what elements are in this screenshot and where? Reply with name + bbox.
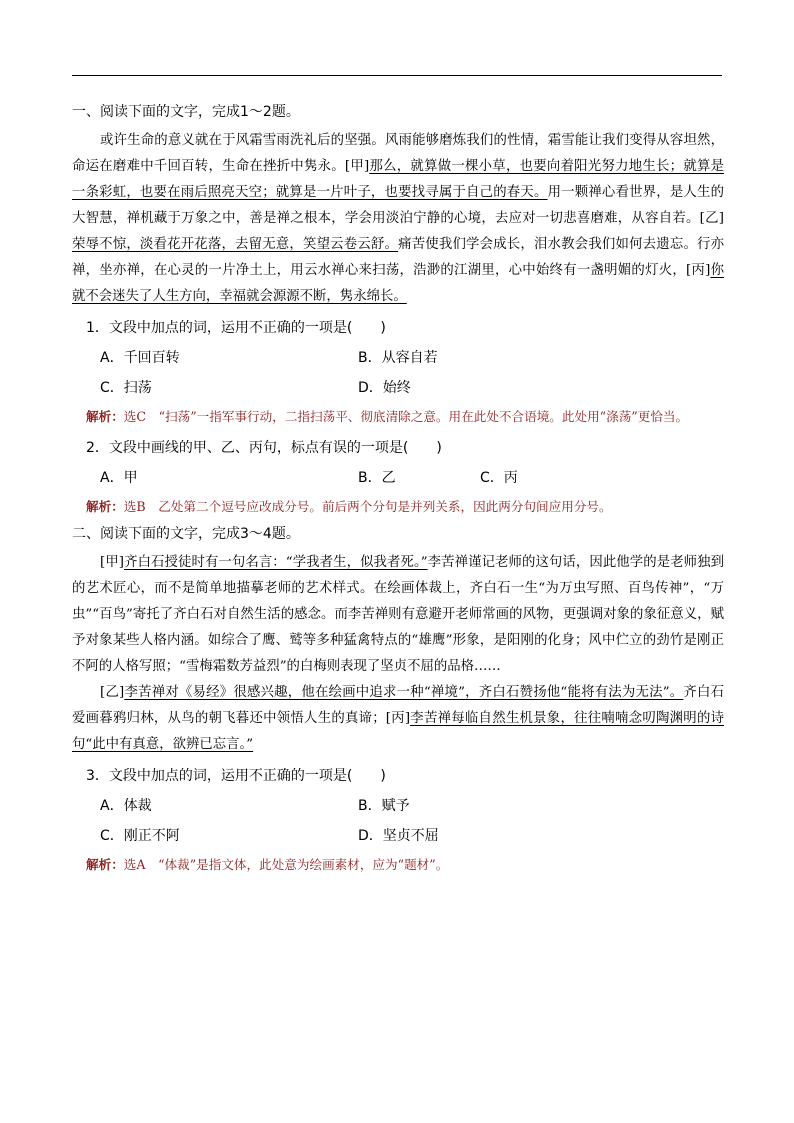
q2-option-a: A．甲: [100, 470, 138, 486]
q3-analysis-label: 解析：: [86, 857, 124, 872]
mark-bing-2: [丙]: [385, 711, 411, 726]
sentence-yi: 荣辱不惊，淡看花开花落，去留无意，笑望云卷云舒。: [72, 237, 399, 252]
q3-option-a: A．体裁: [100, 798, 152, 814]
q1-option-d: D．始终: [358, 380, 411, 396]
q2-analysis-label: 解析：: [86, 499, 124, 514]
q2-analysis-text: 选B 乙处第二个逗号应改成分号。前后两个分句是并列关系，因此两分句间应用分号。: [123, 499, 612, 514]
header-rule: [72, 75, 722, 76]
passage-1-text-b: 用一颗禅心看世界，是人生的大智慧，禅机藏于万象之中，善是禅之根本，学会用淡泊宁静的心境，去应对一切悲喜磨难，从容自若。: [72, 185, 725, 226]
q2-option-c: C．丙: [480, 470, 518, 486]
q3-option-b: B．赋予: [358, 798, 410, 814]
question-2-options: [72, 464, 724, 492]
section-1-title: 一、阅读下面的文字，完成1～2题。: [72, 104, 300, 120]
question-1-options-row-1: [72, 344, 724, 372]
q3-analysis: [72, 852, 724, 878]
passage-2b-text: 齐白石爱画暮鸦归林，从鸟的朝飞暮还中领悟人生的真谛；: [72, 685, 725, 726]
passage-1: [72, 128, 724, 310]
question-3-stem: 3．文段中加点的词，运用不正确的一项是( ): [86, 768, 386, 784]
q1-analysis-text: 选C “扫荡”一指军事行动，二指扫荡平、彻底清除之意。用在此处不合语境。此处用“涤荡”更恰当。: [123, 409, 689, 424]
passage-2a: [72, 550, 724, 680]
sentence-bing: 你就不会迷失了人生方向，幸福就会源源不断，隽永绵长。: [72, 263, 725, 304]
q3-analysis-text: 选A “体裁”是指文体，此处意为绘画素材，应为“题材”。: [123, 857, 449, 872]
question-1-stem: 1．文段中加点的词，运用不正确的一项是( ): [86, 320, 386, 336]
q1-option-a: A．千回百转: [100, 350, 180, 366]
q1-option-b: B．从容自若: [358, 350, 438, 366]
sentence-jia-2: 齐白石授徒时有一句名言：“学我者生，似我者死。”: [124, 555, 428, 570]
q1-analysis-label: 解析：: [86, 409, 124, 424]
section-2-title: 二、阅读下面的文字，完成3～4题。: [72, 526, 300, 542]
question-1-options-row-2: [72, 374, 724, 402]
mark-jia: [甲]: [344, 159, 370, 174]
sentence-bing-2: 李苦禅每临自然生机景象，往往喃喃念叨陶渊明的诗句“此中有真意，欲辨已忘言。”: [72, 711, 724, 752]
passage-1-text-c: 痛苦使我们学会成长，泪水教会我们如何去遗忘。行亦禅，坐亦禅，在心灵的一片净土上，用云水禅心来扫荡，浩渺的江湖里，心中始终有一盏明媚的灯火，: [72, 237, 725, 278]
passage-2a-text: 李苦禅谨记老师的这句话，因此他学的是老师独到的艺术匠心，而不是简单地描摹老师的艺术样式。在绘画体裁上，齐白石一生“为万虫写照、百鸟传神”，“万虫”“百鸟”寄托了齐白石对自然生活的感念。而李苦禅则有意避开老师常画的风物，更强调对象的象征意义，赋予对象某些人格内涵。如综合了鹰、鹫等多种猛禽特点的“雄鹰”形象，是阳刚的化身；风中伫立的劲竹是刚正不阿的人格写照；“雪梅霜数芳益烈”的白梅则表现了坚贞不屈的品格……: [72, 555, 725, 674]
q2-option-b: B．乙: [358, 470, 396, 486]
q1-analysis: [72, 404, 724, 430]
passage-2b: [72, 680, 724, 758]
passage-1-text-a: 或许生命的意义就在于风霜雪雨洗礼后的坚强。风雨能够磨炼我们的性情，霜雪能让我们变得从容坦然，命运在磨难中千回百转，生命在挫折中隽永。: [72, 133, 724, 174]
mark-jia-2: [甲]: [100, 555, 125, 570]
question-3-options-row-2: [72, 822, 724, 850]
mark-bing: [丙]: [686, 263, 711, 278]
mark-yi-2: [乙]: [100, 685, 125, 700]
q1-option-c: C．扫荡: [100, 380, 152, 396]
question-2-stem: 2．文段中画线的甲、乙、丙句，标点有误的一项是( ): [86, 440, 442, 456]
q3-option-c: C．刚正不阿: [100, 828, 180, 844]
q3-option-d: D．坚贞不屈: [358, 828, 439, 844]
sentence-yi-2: 李苦禅对《易经》很感兴趣，他在绘画中追求一种“禅境”，齐白石赞扬他“能将有法为无法”。: [124, 685, 684, 700]
sentence-jia: 那么，就算做一棵小草，也要向着阳光努力地生长；就算是一条彩虹，也要在雨后照亮天空；就算是一片叶子，也要找寻属于自己的春天。: [72, 159, 725, 200]
content: [72, 98, 724, 878]
q2-analysis: [72, 494, 724, 520]
mark-yi: [乙]: [699, 211, 725, 226]
question-3-options-row-1: [72, 792, 724, 820]
